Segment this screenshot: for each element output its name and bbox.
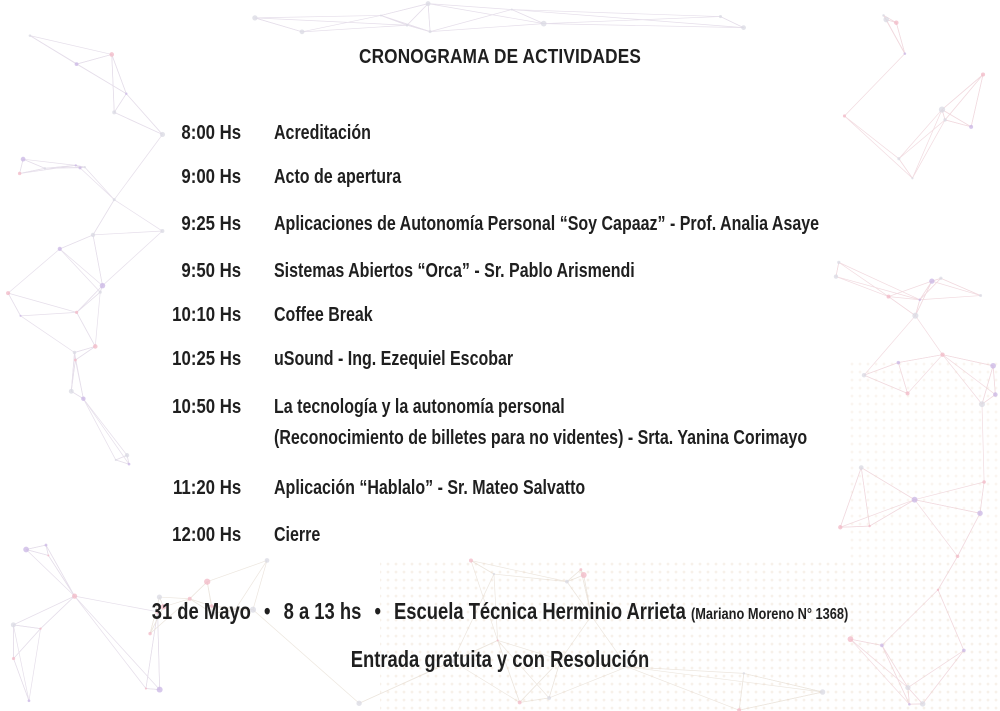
schedule-time: 11:20 Hs bbox=[172, 477, 241, 499]
event-date: 31 de Mayo bbox=[151, 598, 251, 624]
schedule-time: 10:50 Hs bbox=[171, 396, 241, 418]
schedule-time: 10:25 Hs bbox=[171, 348, 241, 370]
schedule-activity: Cierre bbox=[274, 524, 321, 546]
schedule-activity: Aplicaciones de Autonomía Personal “Soy Capaaz” - Prof. Analia Asaye bbox=[274, 213, 820, 235]
entry-note: Entrada gratuita y con Resolución bbox=[350, 646, 650, 672]
schedule-time: 9:25 Hs bbox=[181, 213, 241, 235]
bullet-separator: • bbox=[264, 598, 271, 624]
schedule-activity: Acto de apertura bbox=[274, 166, 402, 188]
schedule-activity: Sistemas Abiertos “Orca” - Sr. Pablo Arismendi bbox=[274, 260, 635, 282]
schedule-time: 9:50 Hs bbox=[181, 260, 241, 282]
schedule-activity: uSound - Ing. Ezequiel Escobar bbox=[274, 348, 514, 370]
schedule-row bbox=[0, 524, 1000, 584]
page-title: CRONOGRAMA DE ACTIVIDADES bbox=[358, 46, 642, 68]
schedule-activity-line2: (Reconocimiento de billetes para no videntes) - Srta. Yanina Corimayo bbox=[274, 427, 808, 449]
schedule-time: 10:10 Hs bbox=[171, 304, 241, 326]
schedule-activity: La tecnología y la autonomía personal bbox=[274, 396, 565, 418]
bullet-separator: • bbox=[374, 598, 381, 624]
schedule-time: 9:00 Hs bbox=[181, 166, 241, 188]
schedule-activity: Aplicación “Hablalo” - Sr. Mateo Salvatto bbox=[274, 477, 586, 499]
event-details bbox=[100, 598, 900, 625]
schedule-activity: Acreditación bbox=[274, 122, 371, 144]
event-venue: Escuela Técnica Herminio Arrieta bbox=[394, 598, 686, 624]
schedule-time: 8:00 Hs bbox=[181, 122, 241, 144]
event-hours: 8 a 13 hs bbox=[283, 598, 362, 624]
event-address: (Mariano Moreno N° 1368) bbox=[690, 606, 849, 623]
schedule-activity: Coffee Break bbox=[274, 304, 373, 326]
schedule-time: 12:00 Hs bbox=[171, 524, 241, 546]
